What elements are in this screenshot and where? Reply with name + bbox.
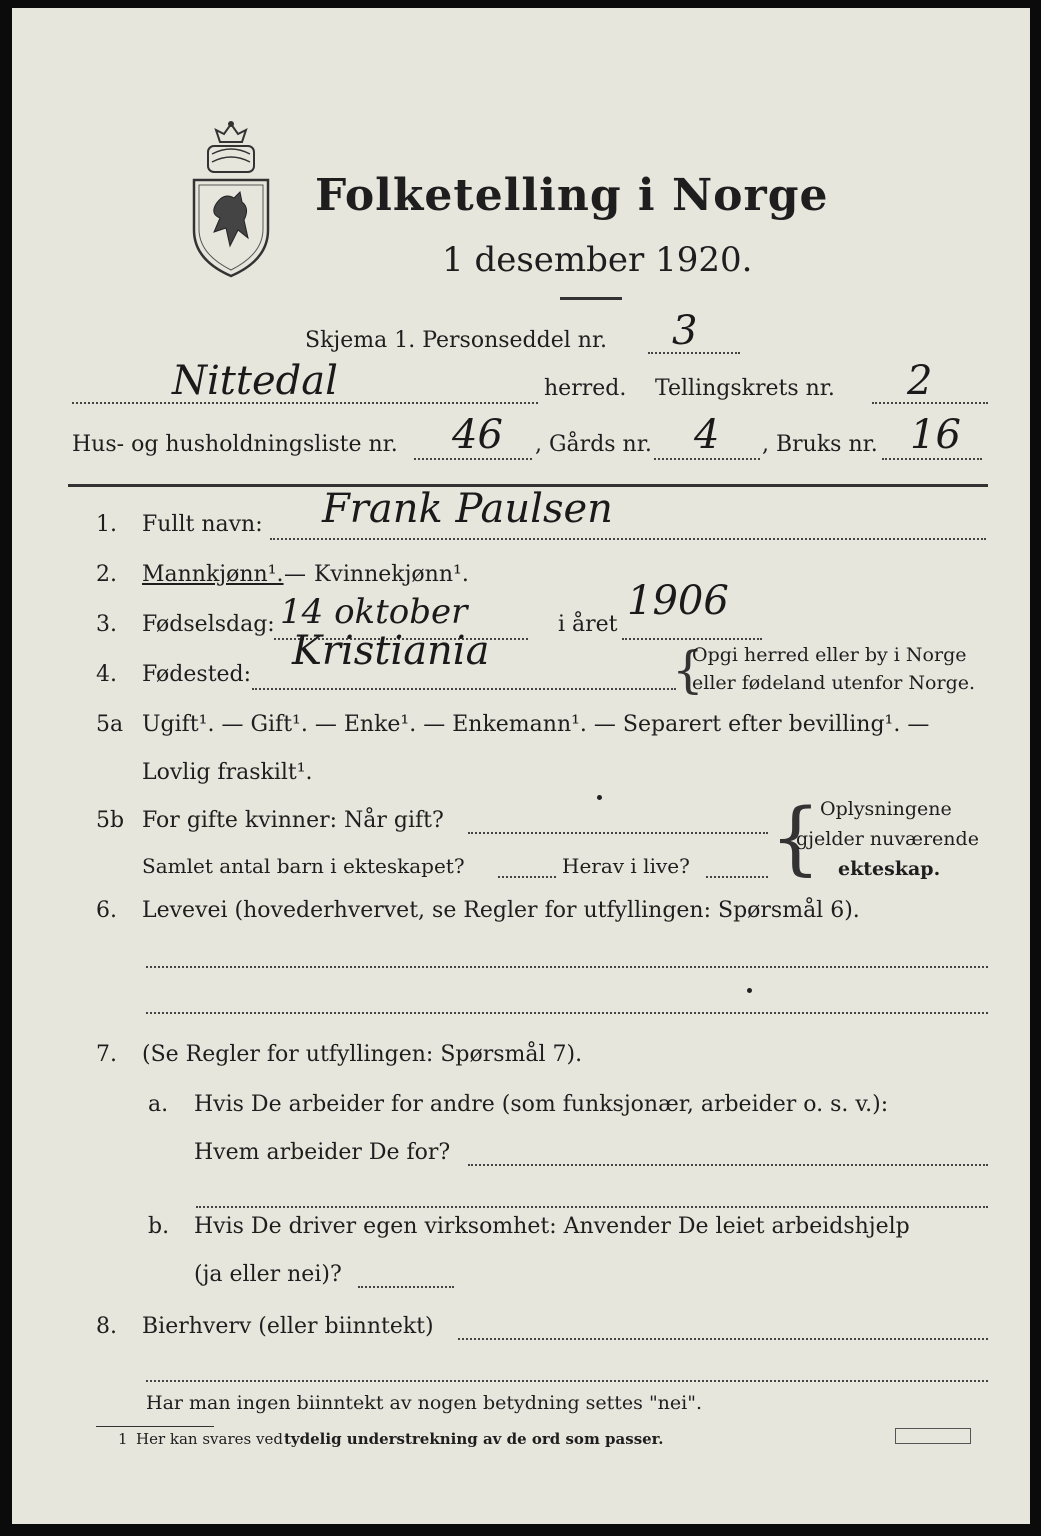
q5b-brace: { [770, 791, 821, 884]
q4-label: Fødested: [142, 662, 252, 687]
tellingskrets-value[interactable]: 2 [907, 358, 933, 404]
q1-number: 1. [96, 512, 117, 537]
q5b-note-1: Oplysningene [820, 798, 952, 820]
q1-line [270, 538, 986, 540]
q7b-line-1: Hvis De driver egen virksomhet: Anvender De leiet arbeidshjelp [194, 1214, 910, 1239]
q4-note-2: eller fødeland utenfor Norge. [692, 672, 976, 694]
footnote-number: 1 [118, 1430, 128, 1448]
q5b-barn-line [498, 876, 556, 878]
herred-value[interactable]: Nittedal [172, 358, 338, 404]
q5b-live-line [706, 876, 768, 878]
census-form [12, 8, 1030, 1524]
q5a-line-2[interactable]: Lovlig fraskilt¹. [142, 760, 313, 785]
q2-mann[interactable]: Mannkjønn¹. [142, 562, 284, 587]
q7-label: (Se Regler for utfyllingen: Spørsmål 7). [142, 1042, 583, 1067]
personseddel-value[interactable]: 3 [672, 308, 698, 354]
ink-dot [597, 795, 602, 800]
q3-year-label: i året [558, 612, 618, 637]
q5b-live-label: Herav i live? [562, 854, 690, 878]
q8-number: 8. [96, 1314, 117, 1339]
gards-line [654, 458, 760, 460]
gards-label: , Gårds nr. [535, 432, 652, 457]
husholdningsliste-line [414, 458, 532, 460]
q4-value[interactable]: Kristiania [292, 628, 490, 674]
husholdningsliste-label: Hus- og husholdningsliste nr. [72, 432, 398, 457]
q5b-gift-line [468, 832, 768, 834]
q7a-number: a. [148, 1092, 169, 1117]
q5b-barn-label: Samlet antal barn i ekteskapet? [142, 854, 465, 878]
footnote-text-b: tydelig understrekning av de ord som passer. [284, 1430, 664, 1448]
husholdningsliste-value[interactable]: 46 [452, 412, 503, 458]
bruks-value[interactable]: 16 [910, 412, 961, 458]
q5b-number: 5b [96, 808, 125, 833]
footer-note: Har man ingen biinntekt av nogen betydning settes "nei". [146, 1392, 703, 1414]
ink-dot [747, 988, 752, 993]
q4-line [252, 688, 676, 690]
q6-label: Levevei (hovederhvervet, se Regler for utfyllingen: Spørsmål 6). [142, 898, 860, 923]
q4-note-1: Opgi herred eller by i Norge [692, 644, 967, 666]
q7b-line-2: (ja eller nei)? [194, 1262, 342, 1287]
printer-stamp [895, 1428, 971, 1444]
q5b-note-2: gjelder nuværende [796, 828, 979, 850]
census-date: 1 desember 1920. [442, 240, 753, 280]
q6-number: 6. [96, 898, 117, 923]
q7b-number: b. [148, 1214, 170, 1239]
q1-label: Fullt navn: [142, 512, 263, 537]
q5a-line-1[interactable]: Ugift¹. — Gift¹. — Enke¹. — Enkemann¹. — Separert efter bevilling¹. — [142, 712, 930, 737]
q5b-note-3: ekteskap. [838, 858, 941, 880]
q7a-line-1: Hvis De arbeider for andre (som funksjonær, arbeider o. s. v.): [194, 1092, 889, 1117]
q6-line-1 [146, 966, 988, 968]
q2-number: 2. [96, 562, 117, 587]
q2-kvinne[interactable]: Kvinnekjønn¹. [314, 562, 469, 587]
q8-line-1 [458, 1338, 988, 1340]
coat-of-arms-icon [190, 120, 272, 280]
q6-line-2 [146, 1012, 988, 1014]
form-title: Folketelling i Norge [315, 170, 829, 221]
q7b-line-answer [358, 1286, 454, 1288]
q3-year[interactable]: 1906 [627, 578, 729, 624]
footnote-rule [96, 1426, 214, 1427]
q2-separator: — [284, 562, 306, 587]
q3-label: Fødselsdag: [142, 612, 275, 637]
tellingskrets-label: Tellingskrets nr. [655, 376, 835, 401]
skjema-label: Skjema 1. Personseddel nr. [305, 328, 608, 353]
herred-label: herred. [544, 376, 627, 401]
q7a-line-answer-2 [196, 1206, 988, 1208]
herred-line [72, 402, 538, 404]
q1-value[interactable]: Frank Paulsen [322, 486, 613, 532]
q7-number: 7. [96, 1042, 117, 1067]
q5b-line-1: For gifte kvinner: Når gift? [142, 808, 444, 833]
q7a-line-answer-1 [468, 1164, 988, 1166]
q3-number: 3. [96, 612, 117, 637]
q3-value[interactable]: 14 oktober [280, 592, 468, 632]
title-rule [560, 297, 622, 300]
q5a-number: 5a [96, 712, 124, 737]
bruks-label: , Bruks nr. [762, 432, 878, 457]
bruks-line [882, 458, 982, 460]
q4-brace: { [672, 641, 704, 699]
footnote-text-a: Her kan svares ved [136, 1430, 283, 1448]
q7a-line-2: Hvem arbeider De for? [194, 1140, 451, 1165]
q4-number: 4. [96, 662, 117, 687]
q8-label: Bierhverv (eller biinntekt) [142, 1314, 434, 1339]
gards-value[interactable]: 4 [694, 412, 720, 458]
q8-line-2 [146, 1380, 988, 1382]
